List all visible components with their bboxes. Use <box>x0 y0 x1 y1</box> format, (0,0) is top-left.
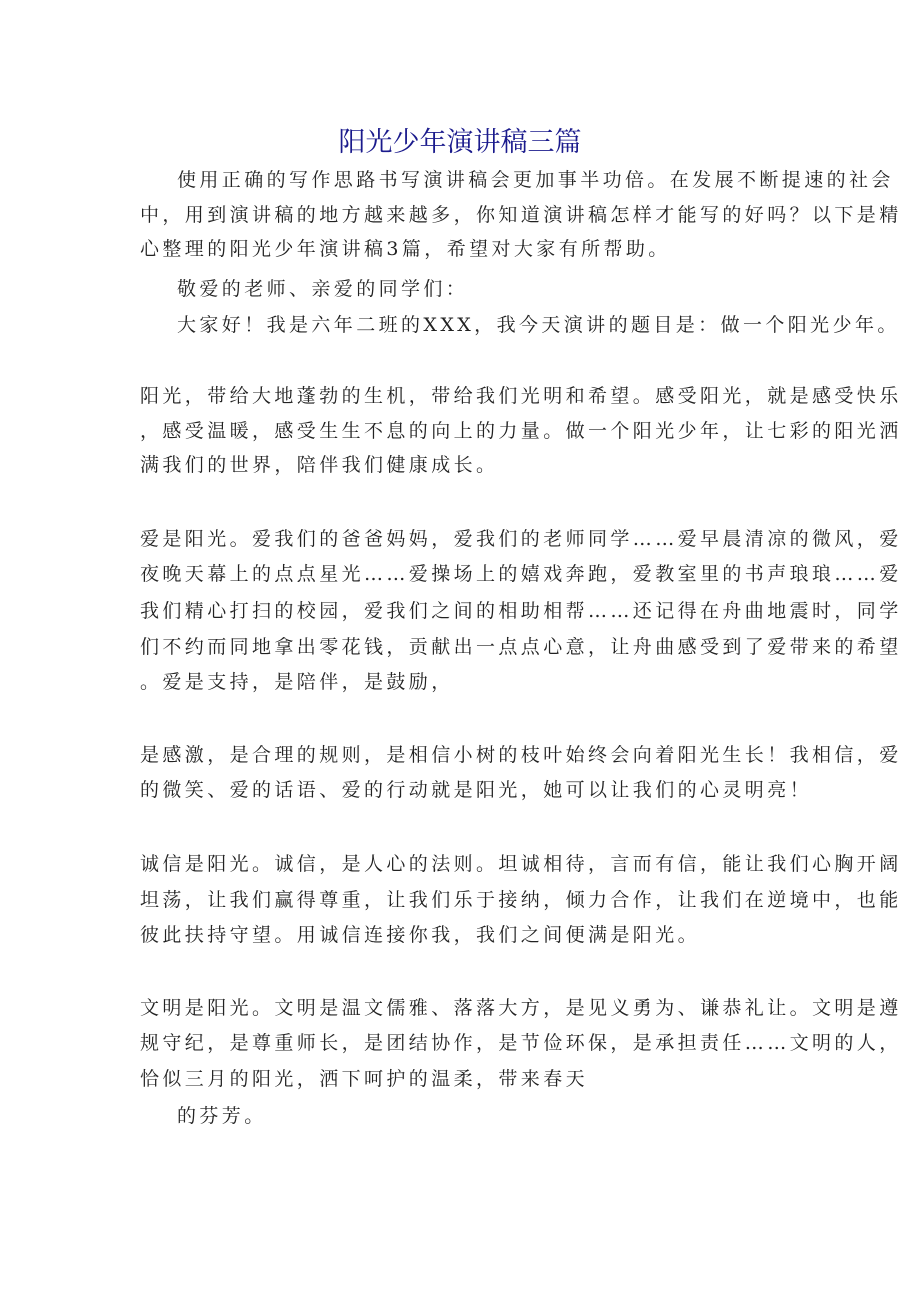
paragraph-line: 规守纪，是尊重师长，是团结协作，是节俭环保，是承担责任……文明的人， <box>140 1032 902 1054</box>
paragraph-line: 满我们的世界，陪伴我们健康成长。 <box>140 454 499 476</box>
paragraph-line: 恰似三月的阳光，洒下呵护的温柔，带来春天 <box>140 1068 589 1090</box>
greeting: 大家好！我是六年二班的XXX，我今天演讲的题目是：做一个阳光少年。 <box>177 314 900 336</box>
intro-line: 心整理的阳光少年演讲稿3篇，希望对大家有所帮助。 <box>140 238 671 260</box>
paragraph-line: 的芬芳。 <box>177 1105 267 1127</box>
paragraph-line: 阳光，带给大地蓬勃的生机，带给我们光明和希望。感受阳光，就是感受快乐 <box>140 385 902 407</box>
paragraph-line: 。爱是支持，是陪伴，是鼓励， <box>140 671 454 693</box>
paragraph-line: 文明是阳光。文明是温文儒雅、落落大方，是见义勇为、谦恭礼让。文明是遵 <box>140 997 902 1019</box>
paragraph-line: 的微笑、爱的话语、爱的行动就是阳光，她可以让我们的心灵明亮！ <box>140 779 813 801</box>
paragraph-line: 爱是阳光。爱我们的爸爸妈妈，爱我们的老师同学……爱早晨清凉的微风，爱 <box>140 528 902 550</box>
paragraph-line: 夜晚天幕上的点点星光……爱操场上的嬉戏奔跑，爱教室里的书声琅琅……爱 <box>140 563 902 585</box>
paragraph-line: 彼此扶持守望。用诚信连接你我，我们之间便满是阳光。 <box>140 924 701 946</box>
salutation: 敬爱的老师、亲爱的同学们： <box>177 278 469 300</box>
intro-line: 中，用到演讲稿的地方越来越多，你知道演讲稿怎样才能写的好吗？以下是精 <box>140 204 902 226</box>
paragraph-line: 是感激，是合理的规则，是相信小树的枝叶始终会向着阳光生长！我相信，爱 <box>140 744 902 766</box>
paragraph-line: 诚信是阳光。诚信，是人心的法则。坦诚相待，言而有信，能让我们心胸开阔 <box>140 853 902 875</box>
paragraph-line: 我们精心打扫的校园，爱我们之间的相助相帮……还记得在舟曲地震时，同学 <box>140 600 902 622</box>
intro-line: 使用正确的写作思路书写演讲稿会更加事半功倍。在发展不断提速的社会 <box>177 169 894 191</box>
document-title: 阳光少年演讲稿三篇 <box>338 127 582 158</box>
paragraph-line: 们不约而同地拿出零花钱，贡献出一点点心意，让舟曲感受到了爱带来的希望 <box>140 636 902 658</box>
paragraph-line: ，感受温暖，感受生生不息的向上的力量。做一个阳光少年，让七彩的阳光洒 <box>140 420 902 442</box>
paragraph-line: 坦荡，让我们赢得尊重，让我们乐于接纳，倾力合作，让我们在逆境中，也能 <box>140 889 902 911</box>
